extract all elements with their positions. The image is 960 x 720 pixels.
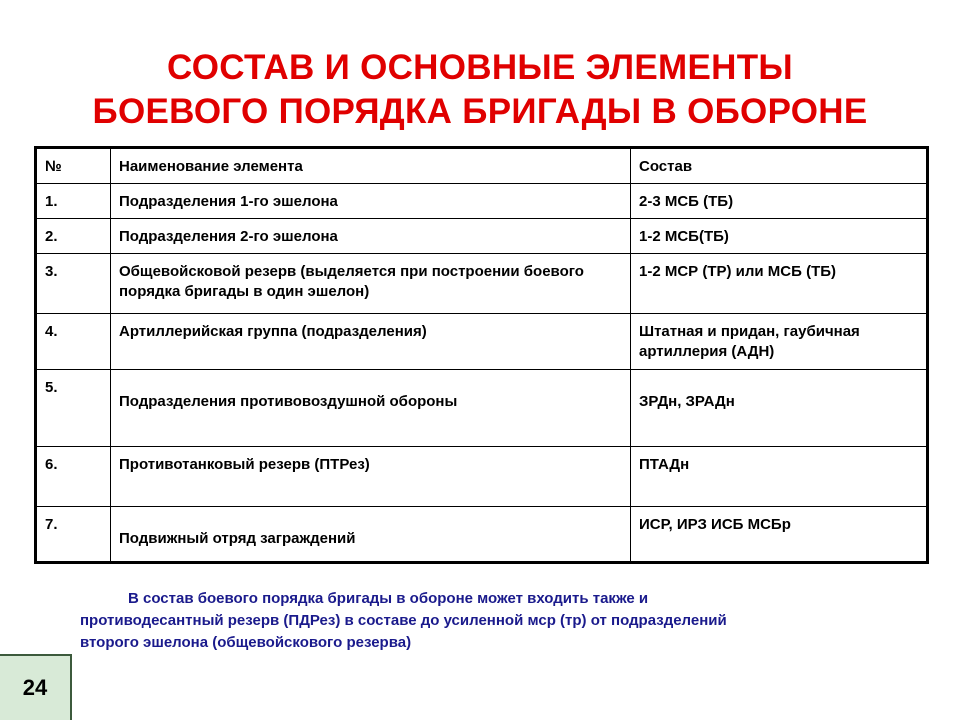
row-composition: ПТАДн — [631, 447, 928, 507]
row-number: 1. — [36, 184, 111, 219]
row-name: Подразделения 1-го эшелона — [111, 184, 631, 219]
table-row — [36, 507, 928, 563]
row-number: 2. — [36, 219, 111, 254]
row-composition: 2-3 МСБ (ТБ) — [631, 184, 928, 219]
row-composition: 1-2 МСР (ТР) или МСБ (ТБ) — [631, 254, 928, 314]
page-number-box — [0, 654, 72, 720]
row-name: Артиллерийская группа (подразделения) — [111, 314, 631, 370]
table-row — [36, 370, 928, 447]
row-name: Подвижный отряд заграждений — [111, 507, 631, 563]
table-row — [36, 219, 928, 254]
table-row — [36, 447, 928, 507]
row-number: 5. — [36, 370, 111, 447]
note-line-1: В состав боевого порядка бригады в обороне может входить также и — [128, 590, 649, 607]
table-row — [36, 314, 928, 370]
table-row — [36, 184, 928, 219]
slide-title — [0, 46, 960, 134]
row-composition: ИСР, ИРЗ ИСБ МСБр — [631, 507, 928, 563]
elements-table — [34, 146, 929, 564]
row-composition: 1-2 МСБ(ТБ) — [631, 219, 928, 254]
note-line-3: второго эшелона (общевойскового резерва) — [80, 634, 412, 651]
footnote-text — [80, 588, 930, 654]
header-name: Наименование элемента — [111, 148, 631, 184]
row-name: Подразделения противовоздушной обороны — [111, 370, 631, 447]
row-name: Подразделения 2-го эшелона — [111, 219, 631, 254]
row-number: 3. — [36, 254, 111, 314]
row-composition: Штатная и придан, гаубичная артиллерия (АДН) — [631, 314, 928, 370]
title-line-2: БОЕВОГО ПОРЯДКА БРИГАДЫ В ОБОРОНЕ — [92, 92, 868, 131]
row-name: Общевойсковой резерв (выделяется при построении боевого порядка бригады в один эшелон) — [111, 254, 631, 314]
title-line-1: СОСТАВ И ОСНОВНЫЕ ЭЛЕМЕНТЫ — [167, 48, 793, 87]
row-number: 4. — [36, 314, 111, 370]
row-number: 6. — [36, 447, 111, 507]
page-number: 24 — [22, 675, 48, 700]
row-number: 7. — [36, 507, 111, 563]
table-row — [36, 254, 928, 314]
header-composition: Состав — [631, 148, 928, 184]
header-number: № — [36, 148, 111, 184]
row-name: Противотанковый резерв (ПТРез) — [111, 447, 631, 507]
row-composition: ЗРДн, ЗРАДн — [631, 370, 928, 447]
table-header-row — [36, 148, 928, 184]
note-line-2: противодесантный резерв (ПДРез) в составе до усиленной мср (тр) от подразделений — [80, 612, 727, 629]
